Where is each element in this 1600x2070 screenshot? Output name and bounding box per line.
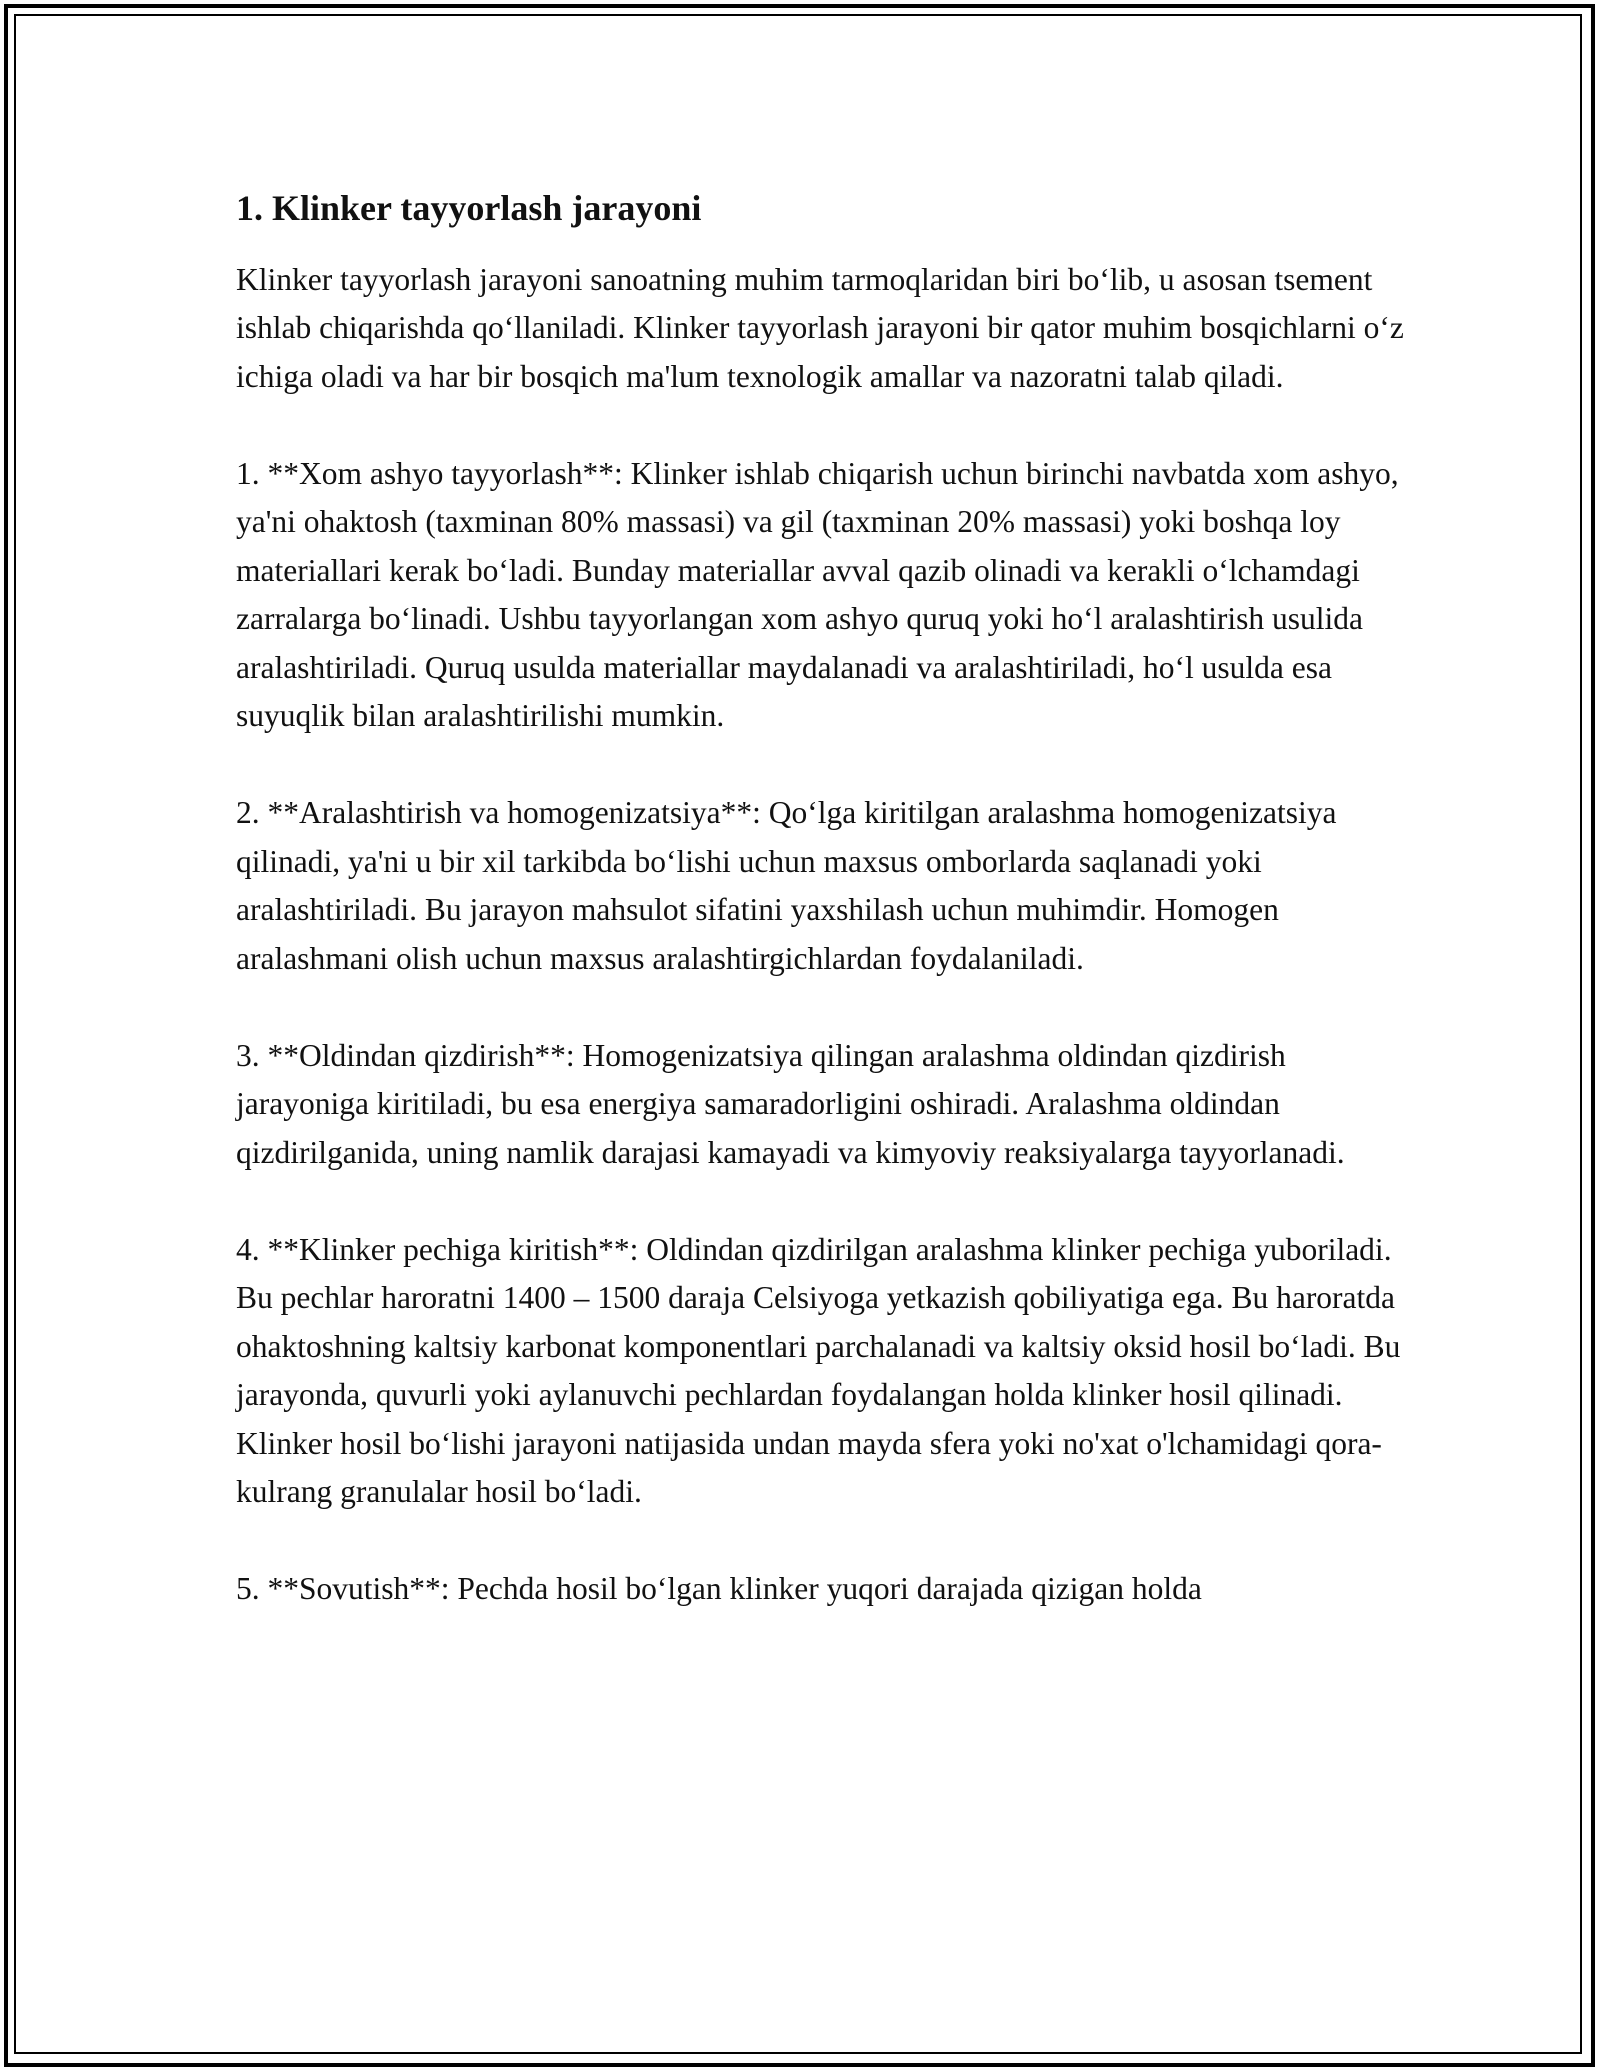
document-body xyxy=(236,185,1416,1662)
step-4-paragraph: 4. **Klinker pechiga kiritish**: Oldindan qizdirilgan aralashma klinker pechiga yuboriladi. Bu pechlar haroratni 1400 – 1500 daraja Celsiyoga yetkazish qobiliyatiga ega. Bu haroratda ohaktoshning kaltsiy karbonat komponentlari parchalanadi va kaltsiy oksid hosil bo‘ladi. Bu jarayonda, quvurli yoki aylanuvchi pechlardan foydalangan holda klinker hosil qilinadi. Klinker hosil bo‘lishi jarayoni natijasida undan mayda sfera yoki no'xat o'lchamidagi qora-kulrang granulalar hosil bo‘ladi. xyxy=(236,1231,1401,1510)
step-2-paragraph: 2. **Aralashtirish va homogenizatsiya**: Qo‘lga kiritilgan aralashma homogenizatsiya qilinadi, ya'ni u bir xil tarkibda bo‘lishi uchun maxsus omborlarda saqlanadi yoki aralashtiriladi. Bu jarayon mahsulot sifatini yaxshilash uchun muhimdir. Homogen aralashmani olish uchun maxsus aralashtirgichlardan foydalaniladi. xyxy=(236,795,1337,976)
section-heading: 1. Klinker tayyorlash jarayoni xyxy=(236,188,702,228)
step-1-paragraph: 1. **Xom ashyo tayyorlash**: Klinker ishlab chiqarish uchun birinchi navbatda xom ashyo, ya'ni ohaktosh (taxminan 80% massasi) va gil (taxminan 20% massasi) yoki boshqa loy materiallari kerak bo‘ladi. Bunday materiallar avval qazib olinadi va kerakli o‘lchamdagi zarralarga bo‘linadi. Ushbu tayyorlangan xom ashyo quruq yoki ho‘l aralashtirish usulida aralashtiriladi. Quruq usulda materiallar maydalanadi va aralashtiriladi, ho‘l usulda esa suyuqlik bilan aralashtirilishi mumkin. xyxy=(236,455,1399,734)
step-5-paragraph: 5. **Sovutish**: Pechda hosil bo‘lgan klinker yuqori darajada qizigan holda xyxy=(236,1571,1202,1607)
intro-paragraph: Klinker tayyorlash jarayoni sanoatning muhim tarmoqlaridan biri bo‘lib, u asosan tsement ishlab chiqarishda qo‘llaniladi. Klinker tayyorlash jarayoni bir qator muhim bosqichlarni o‘z ichiga oladi va har bir bosqich ma'lum texnologik amallar va nazoratni talab qiladi. xyxy=(236,261,1404,394)
step-3-paragraph: 3. **Oldindan qizdirish**: Homogenizatsiya qilingan aralashma oldindan qizdirish jarayoniga kiritiladi, bu esa energiya samaradorligini oshiradi. Aralashma oldindan qizdirilganida, uning namlik darajasi kamayadi va kimyoviy reaksiyalarga tayyorlanadi. xyxy=(236,1037,1345,1170)
